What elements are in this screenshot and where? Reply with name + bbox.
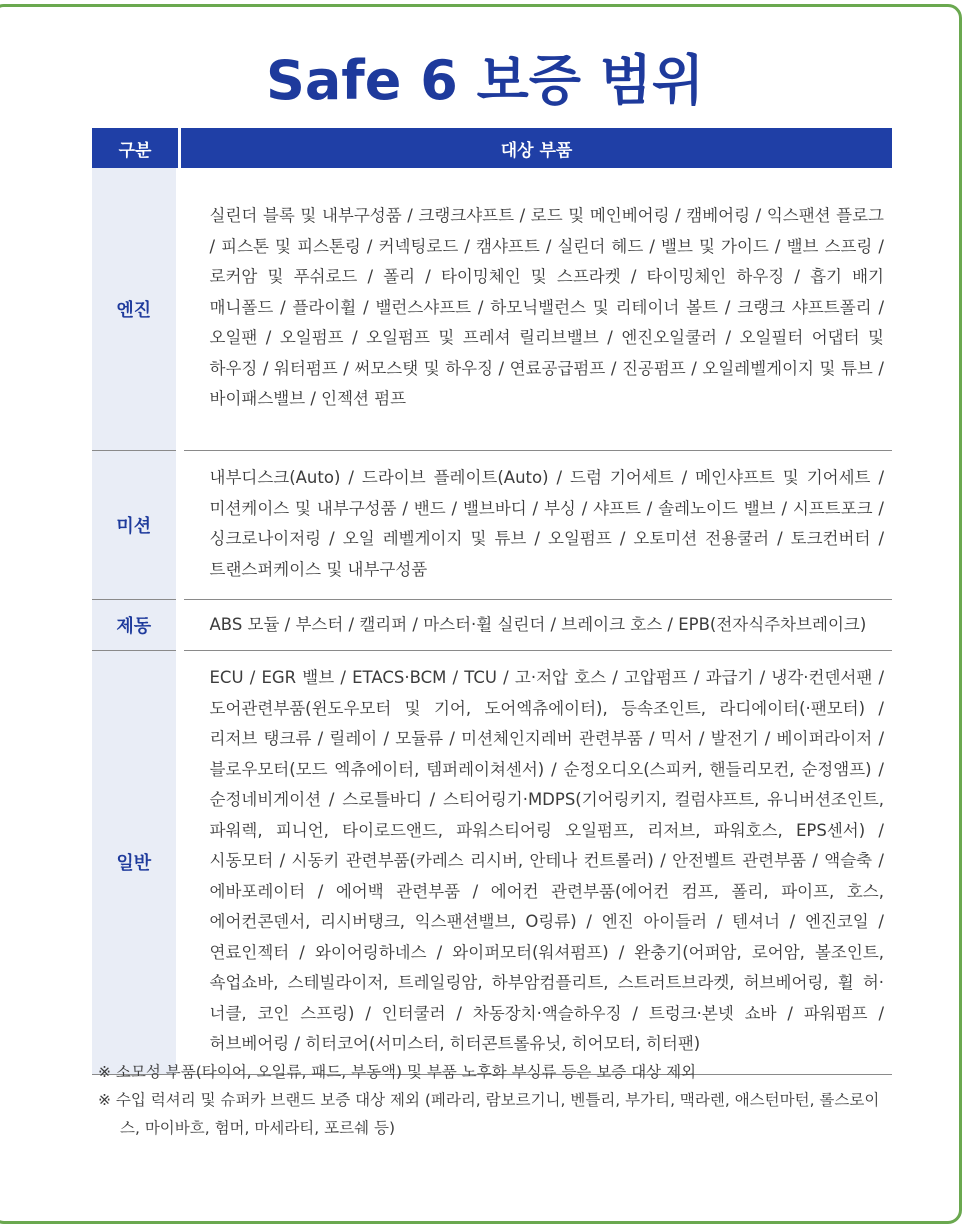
parts-cell: ECU / EGR 밸브 / ETACS·BCM / TCU / 고·저압 호스 / 고압펌프 / 과급기 / 냉각·컨덴서팬 / 도어관련부품(윈도우모터 및 기어, 도어엑츄에이터), 등속조인트, 라디에이터(·팬모터) / 리저브 탱크류 / 릴레이 / 모듈류 / 미션체인지레버 관련부품 / 믹서 / 발전기 / 베이퍼라이저 / 블로우모터(모드 엑츄에이터, 템퍼레이쳐센서) / 순정오디오(스피커, 핸들리모컨, 순정앰프) / 순정네비게이션 / 스로틀바디 / 스티어링기·MDPS(기어링키지, 컬럼샤프트, 유니버션조인트, 파워렉, 피니언, 타이로드앤드, 파워스티어링 오일펌프, 리저브, 파워호스, EPS센서) / 시동모터 / 시동키 관련부품(카레스 리시버, 안테나 컨트롤러) / 안전벨트 관련부품 / 액슬축 / 에바포레이터 / 에어백 관련부품 / 에어컨 관련부품(에어컨 컴프, 폴리, 파이프, 호스, 에어컨콘덴서, 리시버탱크, 익스팬션밸브, O링류) / 엔진 아이들러 / 텐셔너 / 엔진코일 / 연료인젝터 / 와이어링하네스 / 와이퍼모터(워셔펌프) / 완충기(어퍼암, 로어암, 볼조인트, 쇽업쇼바, 스테빌라이저, 트레일링암, 하부암컴플리트, 스트러트브라켓, 허브베어링, 휠 허·너클, 코인 스프링) / 인터쿨러 / 차동장치·액슬하우징 / 트렁크·본넷 쇼바 / 파워펌프 / 허브베어링 / 히터코어(서미스터, 히터콘트롤유닛, 히어모터, 히터팬): [180, 651, 893, 1075]
table-header-row: [92, 128, 892, 168]
page-title: Safe 6 보증 범위: [265, 49, 705, 112]
table-row-general: [92, 651, 892, 1075]
category-cell: 제동: [92, 600, 180, 651]
header-parts: 대상 부품: [180, 128, 893, 168]
coverage-table: [92, 128, 892, 1075]
parts-cell: 내부디스크(Auto) / 드라이브 플레이트(Auto) / 드럼 기어세트 / 메인샤프트 및 기어세트 / 미션케이스 및 내부구성품 / 밴드 / 밸브바디 / 부싱 / 샤프트 / 솔레노이드 밸브 / 시프트포크 / 싱크로나이저링 / 오일 레벨게이지 및 튜브 / 오일펌프 / 오토미션 전용쿨러 / 토크컨버터 / 트랜스퍼케이스 및 내부구성품: [180, 451, 893, 600]
category-cell: 일반: [92, 651, 180, 1075]
header-category: 구분: [92, 128, 180, 168]
table-row-transmission: [92, 451, 892, 600]
table-row-brake: [92, 600, 892, 651]
category-cell: 엔진: [92, 168, 180, 451]
parts-cell: 실린더 블록 및 내부구성품 / 크랭크샤프트 / 로드 및 메인베어링 / 캠베어링 / 익스팬션 플로그 / 피스톤 및 피스톤링 / 커넥팅로드 / 캠샤프트 / 실린더 헤드 / 밸브 및 가이드 / 밸브 스프링 / 로커암 및 푸쉬로드 / 폴리 / 타이밍체인 및 스프라켓 / 타이밍체인 하우징 / 흡기 배기 매니폴드 / 플라이휠 / 밸런스샤프트 / 하모닉밸런스 및 리테이너 볼트 / 크랭크 샤프트폴리 / 오일팬 / 오일펌프 / 오일펌프 및 프레셔 릴리브밸브 / 엔진오일쿨러 / 오일필터 어댑터 및 하우징 / 워터펌프 / 써모스탯 및 하우징 / 연료공급펌프 / 진공펌프 / 오일레벨게이지 및 튜브 / 바이패스밸브 / 인젝션 펌프: [180, 168, 893, 451]
category-cell: 미션: [92, 451, 180, 600]
parts-cell: ABS 모듈 / 부스터 / 캘리퍼 / 마스터·휠 실린더 / 브레이크 호스 / EPB(전자식주차브레이크): [180, 600, 893, 651]
footnote: ※ 소모성 부품(타이어, 오일류, 패드, 부동액) 및 부품 노후화 부싱류 등은 보증 대상 제외: [98, 1063, 697, 1081]
table-row-engine: [92, 168, 892, 451]
footnotes: [98, 1058, 898, 1142]
footnote: ※ 수입 럭셔리 및 슈퍼카 브랜드 보증 대상 제외 (페라리, 람보르기니, 벤틀리, 부가티, 맥라렌, 애스턴마턴, 롤스로이스, 마이바흐, 험머, 마세라티, 포르쉐 등): [98, 1091, 880, 1137]
